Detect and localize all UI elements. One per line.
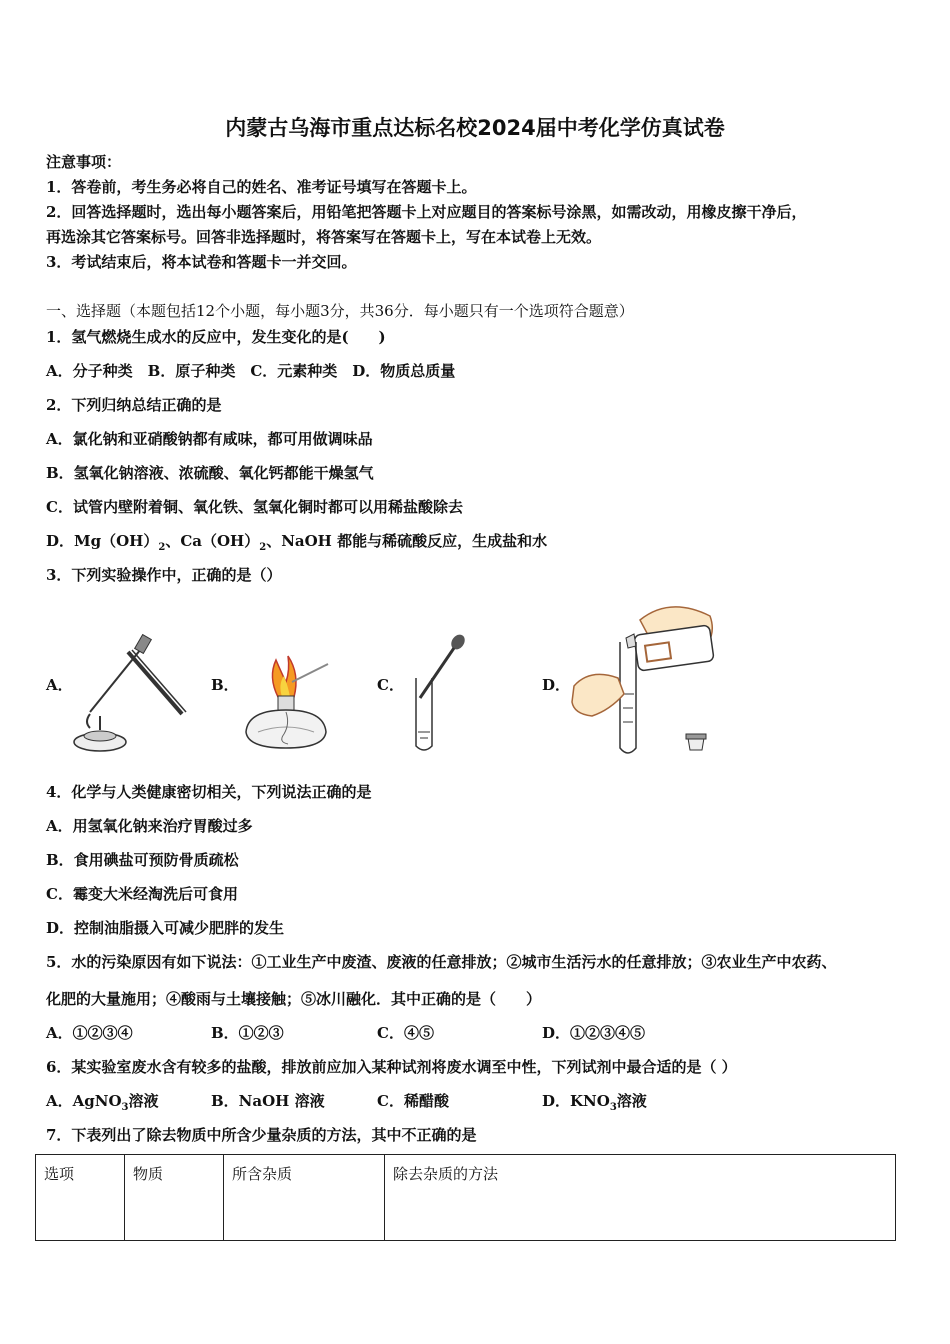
figure-pouring-liquid — [570, 598, 720, 758]
q5-option-c: C．④⑤ — [377, 1024, 434, 1042]
q4-option-c: C．霉变大米经淘洗后可食用 — [46, 885, 238, 903]
q3-label-b: B． — [211, 676, 239, 694]
table-header-cell: 所含杂质 — [224, 1155, 385, 1241]
q2-option-d: D．$Mg(OH)_2$、$Ca(OH)_2$、NaOH 都能与稀硫酸反应，生成盐和水 — [46, 532, 548, 553]
table-header-cell: 物质 — [125, 1155, 224, 1241]
notice-item: 1．答卷前，考生务必将自己的姓名、准考证号填写在答题卡上。 — [46, 178, 477, 196]
q5-stem-line1: 5．水的污染原因有如下说法：①工业生产中废渣、废液的任意排放；②城市生活污水的任意排放；③农业生产中农药、 — [46, 953, 837, 971]
q6-option-c: C．稀醋酸 — [377, 1092, 449, 1110]
q2-option-c: C．试管内壁附着铜、氧化铁、氢氧化铜时都可以用稀盐酸除去 — [46, 498, 463, 516]
q7-stem: 7．下表列出了除去物质中所含少量杂质的方法，其中不正确的是 — [46, 1126, 477, 1144]
section-heading: 一、选择题（本题包括12个小题，每小题3分，共36分．每小题只有一个选项符合题意） — [46, 302, 634, 320]
q3-stem: 3．下列实验操作中，正确的是（） — [46, 566, 282, 584]
q3-label-d: D． — [542, 676, 571, 694]
q5-stem-line2: 化肥的大量施用；④酸雨与土壤接触；⑤冰川融化．其中正确的是（ ） — [46, 990, 542, 1008]
q4-option-d: D．控制油脂摄入可减少肥胖的发生 — [46, 919, 285, 937]
q6-option-d: D．$KNO_3$溶液 — [542, 1092, 647, 1113]
table-header-row — [36, 1155, 896, 1241]
q1-options: A．分子种类 B．原子种类 C．元素种类 D．物质总质量 — [46, 362, 456, 380]
q4-option-b: B．食用碘盐可预防骨质疏松 — [46, 851, 239, 869]
q6-option-b: B．NaOH 溶液 — [211, 1092, 325, 1110]
figure-alcohol-lamp — [238, 652, 348, 752]
notice-item: 3．考试结束后，将本试卷和答题卡一并交回。 — [46, 253, 357, 271]
q2-option-a: A．氯化钠和亚硝酸钠都有咸味，都可用做调味品 — [46, 430, 373, 448]
q5-option-b: B．①②③ — [211, 1024, 284, 1042]
q5-option-d: D．①②③④⑤ — [542, 1024, 646, 1042]
figure-heating-test-tube — [70, 632, 190, 754]
q6-option-a: A．AgNO$_3$溶液 — [46, 1092, 159, 1113]
q7-table — [35, 1154, 896, 1241]
q2-option-b: B．氢氧化钠溶液、浓硫酸、氧化钙都能干燥氢气 — [46, 464, 374, 482]
notice-heading: 注意事项： — [46, 153, 122, 171]
notice-item: 2．回答选择题时，选出每小题答案后，用铅笔把答题卡上对应题目的答案标号涂黑，如需改动，用橡皮擦干净后， — [46, 203, 807, 221]
figure-dropper-test-tube — [404, 632, 474, 754]
notice-item: 再选涂其它答案标号。回答非选择题时，将答案写在答题卡上，写在本试卷上无效。 — [46, 228, 602, 246]
q2-stem: 2．下列归纳总结正确的是 — [46, 396, 222, 414]
q4-stem: 4．化学与人类健康密切相关，下列说法正确的是 — [46, 783, 372, 801]
q6-stem: 6．某实验室废水含有较多的盐酸，排放前应加入某种试剂将废水调至中性，下列试剂中最合适的是（ ） — [46, 1058, 737, 1076]
table-header-cell: 除去杂质的方法 — [385, 1155, 896, 1241]
page-title: 内蒙古乌海市重点达标名校2024届中考化学仿真试卷 — [225, 116, 725, 140]
q4-option-a: A．用氢氧化钠来治疗胃酸过多 — [46, 817, 253, 835]
q3-label-c: C． — [377, 676, 404, 694]
table-header-cell: 选项 — [36, 1155, 125, 1241]
q3-label-a: A． — [46, 676, 73, 694]
q1-stem: 1．氢气燃烧生成水的反应中，发生变化的是( ) — [46, 328, 386, 346]
q5-option-a: A．①②③④ — [46, 1024, 133, 1042]
